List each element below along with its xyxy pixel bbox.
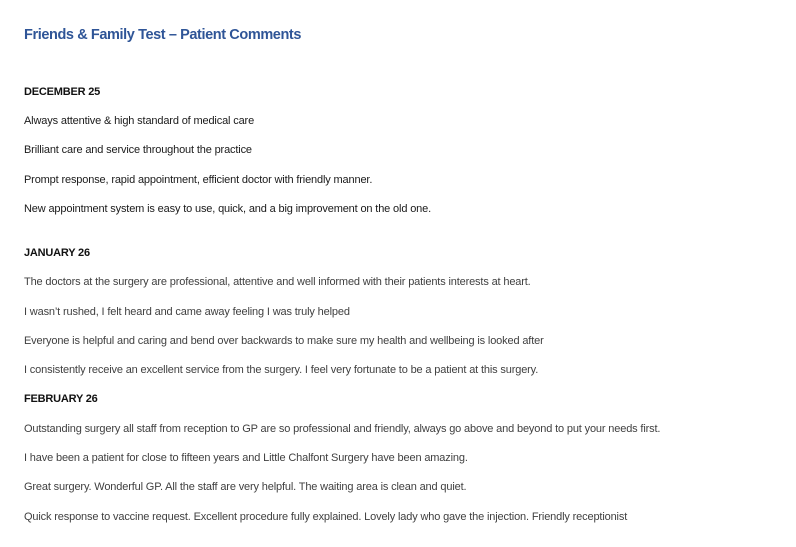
comment: Prompt response, rapid appointment, efficient doctor with friendly manner.: [24, 174, 373, 186]
comment: I wasn’t rushed, I felt heard and came away feeling I was truly helped: [24, 306, 350, 318]
comment: Always attentive & high standard of medical care: [24, 115, 255, 127]
comment: Brilliant care and service throughout the practice: [24, 144, 252, 156]
comment: The doctors at the surgery are professional, attentive and well informed with their patients interests at heart.: [24, 276, 531, 288]
section-heading-december: DECEMBER 25: [24, 86, 101, 98]
section-heading-february: FEBRUARY 26: [24, 393, 98, 405]
comment: New appointment system is easy to use, quick, and a big improvement on the old one.: [24, 203, 432, 215]
comment: Great surgery. Wonderful GP. All the staff are very helpful. The waiting area is clean and quiet.: [24, 481, 467, 493]
comment: I have been a patient for close to fifteen years and Little Chalfont Surgery have been amazing.: [24, 452, 468, 464]
page-title: Friends & Family Test – Patient Comments: [24, 27, 302, 43]
comment: Everyone is helpful and caring and bend over backwards to make sure my health and wellbeing is looked after: [24, 335, 544, 347]
comment: Outstanding surgery all staff from reception to GP are so professional and friendly, always go above and beyond to put your needs first.: [24, 423, 661, 435]
comment: Quick response to vaccine request. Excellent procedure fully explained. Lovely lady who gave the injection. Friendly receptionist: [24, 511, 628, 523]
section-heading-january: JANUARY 26: [24, 247, 90, 259]
comment: I consistently receive an excellent service from the surgery. I feel very fortunate to be a patient at this surgery.: [24, 364, 539, 376]
